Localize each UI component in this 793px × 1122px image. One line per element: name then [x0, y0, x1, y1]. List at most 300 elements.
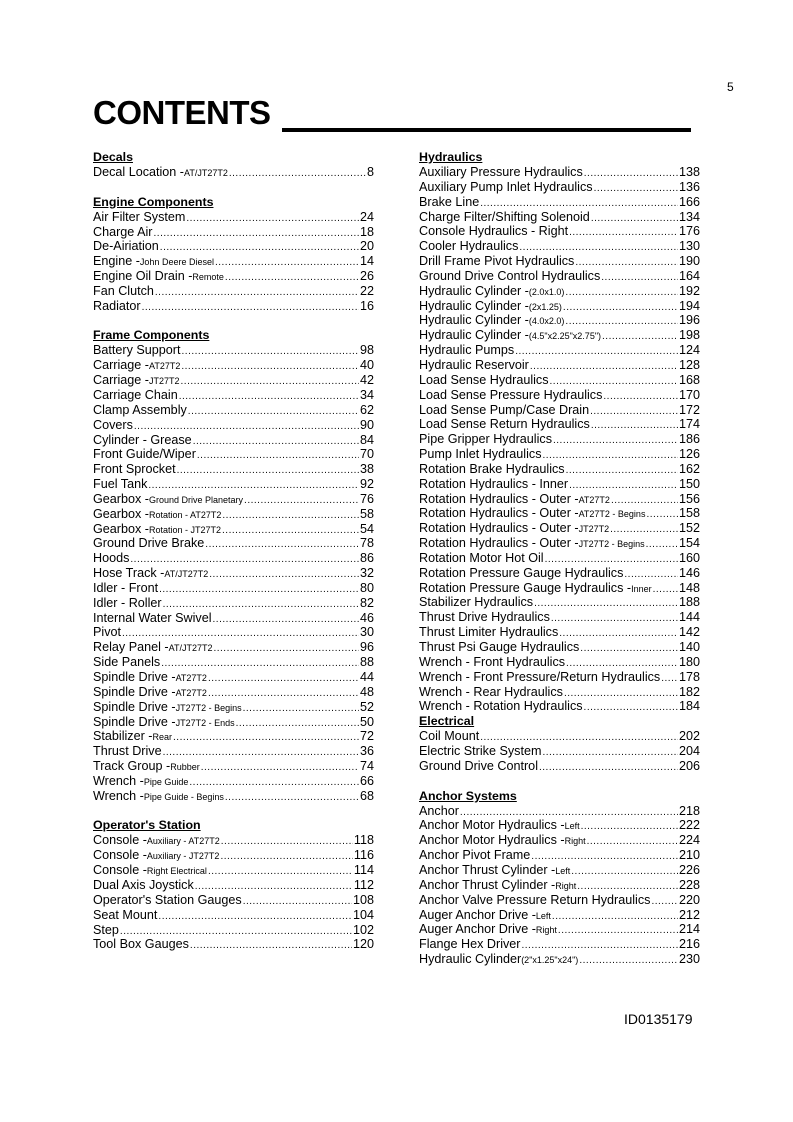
dot-leader	[624, 568, 678, 583]
entry-title: Rotation Hydraulics - Outer -	[419, 506, 579, 521]
toc-entry[interactable]	[93, 878, 374, 893]
entry-qualifier: JT27T2 - Begins	[578, 539, 645, 550]
entry-qualifier: JT27T2	[578, 524, 610, 535]
toc-right-column	[419, 150, 700, 967]
entry-page-number: 126	[678, 447, 700, 462]
toc-entry[interactable]	[419, 581, 700, 596]
toc-entry[interactable]	[419, 833, 700, 848]
toc-entry[interactable]	[93, 937, 374, 952]
entry-title: Tool Box Gauges	[93, 937, 189, 952]
dot-leader	[611, 494, 678, 509]
entry-page-number: 108	[352, 892, 374, 907]
toc-entry[interactable]	[93, 418, 374, 433]
entry-page-number: 188	[678, 595, 700, 610]
entry-qualifier: AT27T2	[175, 673, 207, 683]
toc-entry[interactable]	[93, 403, 374, 418]
entry-title: Front Guide/Wiper	[93, 447, 196, 462]
toc-entry[interactable]	[419, 640, 700, 655]
toc-entry[interactable]	[93, 596, 374, 611]
toc-entry[interactable]	[419, 447, 700, 462]
dot-leader	[603, 390, 678, 405]
entry-page-number: 206	[678, 758, 700, 773]
dot-leader	[601, 271, 678, 286]
toc-entry[interactable]	[419, 224, 700, 239]
section-heading: Operator's Station	[93, 818, 201, 833]
entry-title: Load Sense Hydraulics	[419, 372, 549, 387]
toc-entry[interactable]	[419, 462, 700, 477]
entry-qualifier: Ground Drive Planetary	[149, 494, 244, 505]
toc-entry[interactable]	[93, 923, 374, 938]
toc-entry[interactable]	[93, 462, 374, 477]
entry-title: Drill Frame Pivot Hydraulics	[419, 254, 575, 269]
entry-title: Engine Oil Drain -	[93, 269, 193, 284]
entry-page-number: 34	[359, 387, 374, 402]
entry-title: Electric Strike System	[419, 744, 542, 759]
section-heading: Hydraulics	[419, 150, 483, 164]
dot-leader	[208, 865, 353, 880]
toc-entry[interactable]	[93, 225, 374, 240]
toc-entry[interactable]	[419, 759, 700, 774]
entry-page-number: 24	[359, 209, 374, 224]
toc-section	[93, 150, 374, 180]
dot-leader	[160, 241, 359, 256]
toc-entry[interactable]	[93, 492, 374, 507]
entry-page-number: 30	[359, 625, 374, 640]
entry-page-number: 178	[678, 669, 700, 684]
toc-entry[interactable]	[93, 299, 374, 314]
entry-page-number: 52	[359, 699, 374, 714]
toc-entry[interactable]	[93, 477, 374, 492]
entry-title: Fuel Tank	[93, 477, 148, 492]
entry-qualifier: Rotation - AT27T2	[149, 509, 222, 520]
toc-entry[interactable]	[93, 210, 374, 225]
entry-title: Rotation Hydraulics - Inner	[419, 476, 569, 491]
toc-entry[interactable]	[93, 507, 374, 522]
toc-section	[93, 195, 374, 314]
toc-entry[interactable]	[93, 759, 374, 774]
dot-leader	[591, 419, 678, 434]
toc-entry[interactable]	[419, 863, 700, 878]
entry-qualifier: Left	[564, 821, 580, 832]
entry-page-number: 190	[678, 254, 700, 269]
toc-entry[interactable]	[93, 848, 374, 863]
entry-qualifier: Right Electrical	[146, 866, 207, 877]
toc-entry[interactable]	[93, 536, 374, 551]
toc-entry[interactable]	[419, 477, 700, 492]
entry-page-number: 50	[359, 714, 374, 729]
entry-title: Anchor	[419, 803, 459, 818]
entry-page-number: 8	[366, 165, 374, 179]
dot-leader	[551, 612, 678, 627]
entry-title: Wrench - Rotation Hydraulics	[419, 699, 583, 714]
dot-leader	[225, 791, 359, 806]
dot-leader	[222, 509, 359, 524]
dot-leader	[579, 954, 678, 969]
toc-section	[93, 328, 374, 803]
toc-entry[interactable]	[93, 670, 374, 685]
entry-page-number: 144	[678, 610, 700, 625]
entry-title: Fan Clutch	[93, 283, 154, 298]
toc-entry[interactable]	[419, 922, 700, 937]
dot-leader	[569, 226, 678, 241]
entry-page-number: 114	[353, 863, 374, 878]
entry-qualifier: AT/JT27T2	[168, 643, 213, 654]
entry-page-number: 218	[678, 803, 700, 818]
entry-page-number: 54	[359, 521, 374, 536]
entry-title: Cylinder - Grease	[93, 432, 192, 447]
toc-entry[interactable]	[419, 566, 700, 581]
dot-leader	[173, 731, 359, 746]
entry-qualifier: JT27T2 - Begins	[175, 702, 242, 713]
dot-leader	[208, 672, 359, 687]
toc-entry[interactable]	[419, 417, 700, 432]
entry-title: Carriage -	[93, 373, 149, 388]
toc-entry[interactable]	[419, 492, 700, 507]
title-underline-rule	[282, 128, 691, 132]
dot-leader	[553, 434, 678, 449]
entry-title: Wrench - Front Pressure/Return Hydraulics	[419, 669, 661, 684]
entry-title: Auxiliary Pressure Hydraulics	[419, 165, 583, 179]
dot-leader	[148, 479, 359, 494]
dot-leader	[158, 910, 352, 925]
dot-leader	[558, 924, 678, 939]
entry-title: Clamp Assembly	[93, 402, 187, 417]
entry-title: Spindle Drive -	[93, 714, 176, 729]
entry-page-number: 174	[678, 417, 700, 432]
entry-page-number: 140	[678, 640, 700, 654]
section-spacer	[93, 804, 374, 819]
entry-title: Charge Filter/Shifting Solenoid	[419, 209, 590, 224]
section-heading: Frame Components	[93, 328, 210, 343]
entry-page-number: 40	[359, 358, 374, 373]
toc-entry[interactable]	[93, 640, 374, 655]
entry-page-number: 18	[359, 224, 374, 239]
section-heading: Engine Components	[93, 194, 214, 209]
toc-entry[interactable]	[93, 254, 374, 269]
entry-title: Gearbox -	[93, 506, 149, 521]
toc-entry[interactable]	[93, 744, 374, 759]
dot-leader	[244, 494, 359, 509]
entry-title: Load Sense Pump/Case Drain	[419, 402, 590, 417]
entry-title: Thrust Psi Gauge Hydraulics	[419, 640, 580, 654]
entry-page-number: 92	[359, 477, 374, 492]
entry-title: Anchor Motor Hydraulics -	[419, 833, 565, 848]
dot-leader	[159, 583, 359, 598]
toc-entry[interactable]	[93, 433, 374, 448]
toc-entry[interactable]	[93, 239, 374, 254]
section-heading: Decals	[93, 150, 133, 164]
toc-entry[interactable]	[419, 878, 700, 893]
toc-entry[interactable]	[419, 908, 700, 923]
dot-leader	[161, 657, 359, 672]
entry-page-number: 32	[359, 566, 374, 581]
entry-page-number: 176	[678, 224, 700, 239]
toc-entry[interactable]	[93, 774, 374, 789]
toc-entry[interactable]	[419, 729, 700, 744]
entry-title: Thrust Drive	[93, 744, 162, 759]
dot-leader	[163, 746, 359, 761]
toc-entry[interactable]	[419, 284, 700, 299]
toc-entry[interactable]	[419, 506, 700, 521]
toc-entry[interactable]	[419, 239, 700, 254]
entry-title: Console -	[93, 863, 147, 878]
entry-page-number: 192	[678, 283, 700, 298]
entry-page-number: 112	[353, 877, 374, 892]
toc-entry[interactable]	[419, 373, 700, 388]
entry-qualifier: Right	[564, 836, 586, 847]
entry-page-number: 74	[359, 759, 374, 774]
dot-leader	[591, 212, 678, 227]
dot-leader	[197, 449, 359, 464]
toc-entry[interactable]	[419, 848, 700, 863]
toc-entry[interactable]	[93, 284, 374, 299]
dot-leader	[222, 524, 359, 539]
entry-page-number: 168	[678, 372, 700, 387]
entry-page-number: 68	[359, 788, 374, 803]
entry-page-number: 82	[359, 595, 374, 610]
dot-leader	[646, 508, 678, 523]
toc-entry[interactable]	[93, 685, 374, 700]
dot-leader	[181, 360, 359, 375]
toc-entry[interactable]	[419, 610, 700, 625]
toc-entry[interactable]	[93, 388, 374, 403]
toc-entry[interactable]	[419, 254, 700, 269]
toc-entry[interactable]	[419, 952, 700, 967]
dot-leader	[213, 613, 359, 628]
entry-page-number: 142	[678, 625, 700, 640]
entry-title: Anchor Thrust Cylinder -	[419, 877, 556, 892]
entry-title: Console -	[93, 833, 147, 848]
entry-title: Console Hydraulics - Right	[419, 224, 569, 239]
page-number: 5	[727, 80, 734, 94]
entry-title: Spindle Drive -	[93, 699, 176, 714]
entry-title: Operator's Station Gauges	[93, 892, 242, 907]
toc-entry[interactable]	[93, 165, 374, 180]
entry-title: Idler - Front	[93, 580, 159, 595]
entry-page-number: 194	[678, 298, 700, 313]
toc-entry[interactable]	[93, 789, 374, 804]
entry-title: Anchor Valve Pressure Return Hydraulics	[419, 892, 651, 907]
entry-page-number: 158	[678, 506, 700, 521]
entry-page-number: 46	[359, 610, 374, 625]
entry-page-number: 204	[678, 744, 700, 759]
entry-qualifier: JT27T2	[149, 376, 180, 387]
entry-title: Rotation Motor Hot Oil	[419, 550, 544, 565]
toc-entry[interactable]	[419, 313, 700, 328]
entry-qualifier: Left	[555, 865, 571, 876]
entry-page-number: 118	[353, 833, 374, 848]
toc-entry[interactable]	[419, 937, 700, 952]
toc-entry[interactable]	[93, 581, 374, 596]
entry-qualifier: (2.0x1.0)	[528, 286, 565, 297]
entry-page-number: 216	[678, 937, 700, 952]
dot-leader	[201, 761, 359, 776]
entry-qualifier: Auxiliary - JT27T2	[146, 851, 220, 862]
toc-entry[interactable]	[419, 165, 700, 180]
entry-page-number: 96	[359, 640, 374, 655]
entry-page-number: 196	[678, 313, 700, 328]
dot-leader	[213, 642, 359, 657]
entry-title: Stabilizer Hydraulics	[419, 595, 534, 610]
toc-entry[interactable]	[93, 908, 374, 923]
toc-entry[interactable]	[419, 625, 700, 640]
entry-title: Coil Mount	[419, 729, 480, 744]
entry-title: Gearbox -	[93, 521, 149, 536]
toc-entry[interactable]	[419, 269, 700, 284]
toc-entry[interactable]	[93, 551, 374, 566]
toc-entry[interactable]	[419, 818, 700, 833]
toc-entry[interactable]	[93, 715, 374, 730]
toc-entry[interactable]	[419, 299, 700, 314]
toc-entry[interactable]	[93, 447, 374, 462]
toc-entry[interactable]	[93, 655, 374, 670]
entry-page-number: 70	[359, 447, 374, 462]
entry-qualifier: Left	[535, 910, 551, 921]
entry-page-number: 84	[359, 432, 374, 447]
entry-qualifier: JT27T2 - Ends	[175, 717, 235, 728]
toc-entry[interactable]	[93, 700, 374, 715]
dot-leader	[186, 212, 359, 227]
entry-title: Anchor Thrust Cylinder -	[419, 862, 556, 877]
entry-page-number: 170	[678, 387, 700, 402]
toc-entry[interactable]	[419, 388, 700, 403]
entry-page-number: 226	[678, 862, 700, 877]
entry-title: Thrust Limiter Hydraulics	[419, 625, 559, 640]
dot-leader	[530, 360, 678, 375]
entry-title: Pivot	[93, 625, 121, 640]
entry-title: Seat Mount	[93, 907, 158, 922]
toc-entry[interactable]	[419, 551, 700, 566]
entry-qualifier: AT27T2	[578, 494, 610, 505]
section-spacer	[419, 774, 700, 789]
toc-entry[interactable]	[419, 744, 700, 759]
document-id: ID0135179	[624, 1011, 693, 1027]
dot-leader	[534, 597, 678, 612]
entry-title: Pump Inlet Hydraulics	[419, 447, 542, 462]
entry-title: Covers	[93, 417, 133, 432]
toc-entry[interactable]	[419, 699, 700, 714]
dot-leader	[539, 761, 678, 776]
entry-page-number: 66	[359, 773, 374, 788]
entry-title: Charge Air	[93, 224, 153, 239]
toc-entry[interactable]	[93, 522, 374, 537]
toc-entry[interactable]	[419, 210, 700, 225]
toc-entry[interactable]	[419, 893, 700, 908]
entry-qualifier: AT27T2	[149, 361, 181, 372]
toc-entry[interactable]	[93, 729, 374, 744]
dot-leader	[563, 301, 678, 316]
toc-entry[interactable]	[419, 403, 700, 418]
entry-page-number: 136	[678, 179, 700, 194]
dot-leader	[653, 583, 678, 598]
entry-page-number: 148	[678, 580, 700, 595]
toc-entry[interactable]	[93, 833, 374, 848]
toc-entry[interactable]	[419, 358, 700, 373]
entry-title: Load Sense Return Hydraulics	[419, 417, 590, 432]
toc-entry[interactable]	[419, 804, 700, 819]
entry-qualifier: Rear	[152, 732, 173, 743]
entry-page-number: 184	[678, 699, 700, 714]
toc-entry[interactable]	[419, 328, 700, 343]
dot-leader	[205, 538, 359, 553]
toc-entry[interactable]	[93, 863, 374, 878]
toc-entry[interactable]	[419, 521, 700, 536]
entry-title: Auxiliary Pump Inlet Hydraulics	[419, 179, 593, 194]
entry-title: Anchor Motor Hydraulics -	[419, 818, 565, 833]
toc-section	[93, 818, 374, 952]
entry-title: Console -	[93, 848, 147, 863]
entry-page-number: 156	[678, 491, 700, 506]
toc-entry[interactable]	[93, 358, 374, 373]
entry-title: Anchor Pivot Frame	[419, 848, 531, 863]
dot-leader	[566, 464, 678, 479]
entry-page-number: 116	[353, 848, 374, 863]
entry-title: Flange Hex Driver	[419, 937, 521, 952]
toc-entry[interactable]	[419, 195, 700, 210]
entry-page-number: 26	[359, 269, 374, 284]
entry-qualifier: Auxiliary - AT27T2	[146, 836, 220, 847]
entry-qualifier: Right	[535, 925, 557, 936]
entry-page-number: 134	[678, 209, 700, 224]
entry-page-number: 86	[359, 551, 374, 566]
toc-entry[interactable]	[419, 685, 700, 700]
entry-page-number: 150	[678, 476, 700, 491]
toc-entry[interactable]	[93, 625, 374, 640]
toc-entry[interactable]	[93, 269, 374, 284]
toc-section	[419, 789, 700, 967]
toc-entry[interactable]	[419, 343, 700, 358]
entry-title: Rotation Pressure Gauge Hydraulics -	[419, 580, 632, 595]
dot-leader	[130, 553, 359, 568]
toc-entry[interactable]	[419, 595, 700, 610]
toc-left-column	[93, 150, 374, 952]
entry-page-number: 224	[678, 833, 700, 848]
entry-page-number: 146	[678, 565, 700, 580]
toc-entry[interactable]	[419, 180, 700, 195]
toc-entry[interactable]	[419, 655, 700, 670]
entry-title: Internal Water Swivel	[93, 610, 212, 625]
dot-leader	[189, 776, 359, 791]
entry-title: Wrench -	[93, 788, 144, 803]
entry-title: Hydraulic Cylinder -	[419, 298, 529, 313]
toc-entry[interactable]	[93, 373, 374, 388]
dot-leader	[225, 271, 359, 286]
toc-entry[interactable]	[93, 893, 374, 908]
entry-qualifier: John Deere Diesel	[139, 257, 214, 268]
toc-entry[interactable]	[419, 670, 700, 685]
dot-leader	[215, 256, 359, 271]
entry-title: Hydraulic Reservoir	[419, 357, 529, 372]
entry-page-number: 154	[678, 536, 700, 551]
toc-entry[interactable]	[419, 432, 700, 447]
entry-title: Wrench - Front Hydraulics	[419, 654, 566, 669]
toc-entry[interactable]	[419, 536, 700, 551]
entry-title: Hydraulic Cylinder	[419, 952, 522, 967]
toc-entry[interactable]	[93, 343, 374, 358]
toc-entry[interactable]	[93, 566, 374, 581]
dot-leader	[590, 405, 678, 420]
entry-title: Track Group -	[93, 759, 171, 774]
toc-entry[interactable]	[93, 611, 374, 626]
entry-title: Rotation Hydraulics - Outer -	[419, 536, 579, 551]
dot-leader	[584, 167, 678, 182]
entry-title: Air Filter System	[93, 209, 186, 224]
entry-title: Auger Anchor Drive -	[419, 907, 536, 922]
dot-leader	[565, 315, 678, 330]
section-spacer	[93, 180, 374, 195]
dot-leader	[142, 301, 359, 316]
dot-leader	[515, 345, 678, 360]
